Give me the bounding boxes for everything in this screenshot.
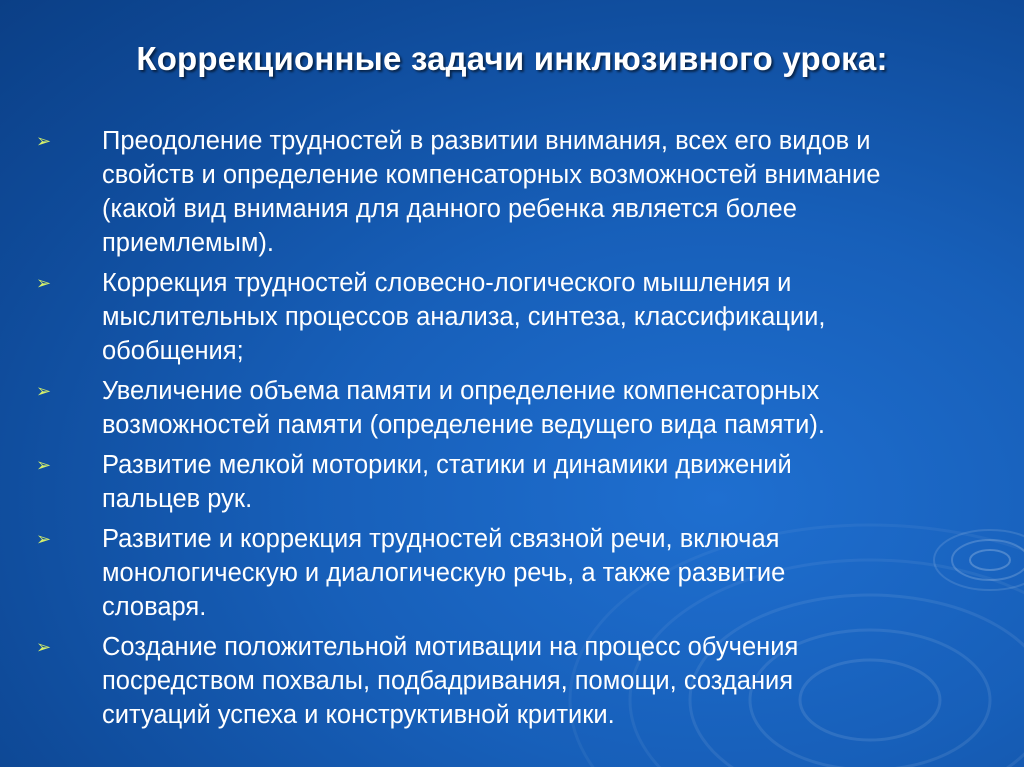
text-line: ситуаций успеха и конструктивной критики. (102, 701, 615, 729)
text-line: посредством похвалы, подбадривания, помощи, создания (102, 667, 794, 695)
list-item (36, 266, 996, 368)
arrow-bullet-icon: ➢ (36, 455, 52, 476)
list-item-text (102, 124, 982, 260)
arrow-bullet-icon: ➢ (36, 131, 52, 152)
list-item (36, 448, 996, 516)
text-line: словаря. (102, 593, 207, 621)
list-item (36, 124, 996, 260)
text-line: Развитие и коррекция трудностей связной речи, включая (102, 525, 780, 553)
text-line: Коррекция трудностей словесно-логического мышления и (102, 269, 792, 297)
text-line: (какой вид внимания для данного ребенка является более (102, 195, 797, 223)
list-item-text (102, 448, 982, 516)
text-line: обобщения; (102, 337, 244, 365)
task-list (36, 124, 996, 738)
text-line: мыслительных процессов анализа, синтеза, классификации, (102, 303, 826, 331)
text-line: Увеличение объема памяти и определение компенсаторных (102, 377, 820, 405)
arrow-bullet-icon: ➢ (36, 273, 52, 294)
text-line: Создание положительной мотивации на процесс обучения (102, 633, 799, 661)
list-item-text (102, 266, 982, 368)
text-line: приемлемым). (102, 229, 274, 257)
list-item-text (102, 522, 982, 624)
list-item-text (102, 630, 982, 732)
text-line: Преодоление трудностей в развитии внимания, всех его видов и (102, 127, 871, 155)
list-item (36, 522, 996, 624)
text-line: пальцев рук. (102, 485, 253, 513)
list-item (36, 630, 996, 732)
arrow-bullet-icon: ➢ (36, 637, 52, 658)
list-item-text (102, 374, 982, 442)
list-item (36, 374, 996, 442)
text-line: свойств и определение компенсаторных возможностей внимание (102, 161, 881, 189)
text-line: монологическую и диалогическую речь, а также развитие (102, 559, 786, 587)
arrow-bullet-icon: ➢ (36, 529, 52, 550)
slide-title: Коррекционные задачи инклюзивного урока: (136, 40, 888, 77)
arrow-bullet-icon: ➢ (36, 381, 52, 402)
text-line: Развитие мелкой моторики, статики и динамики движений (102, 451, 792, 479)
text-line: возможностей памяти (определение ведущего вида памяти). (102, 411, 825, 439)
